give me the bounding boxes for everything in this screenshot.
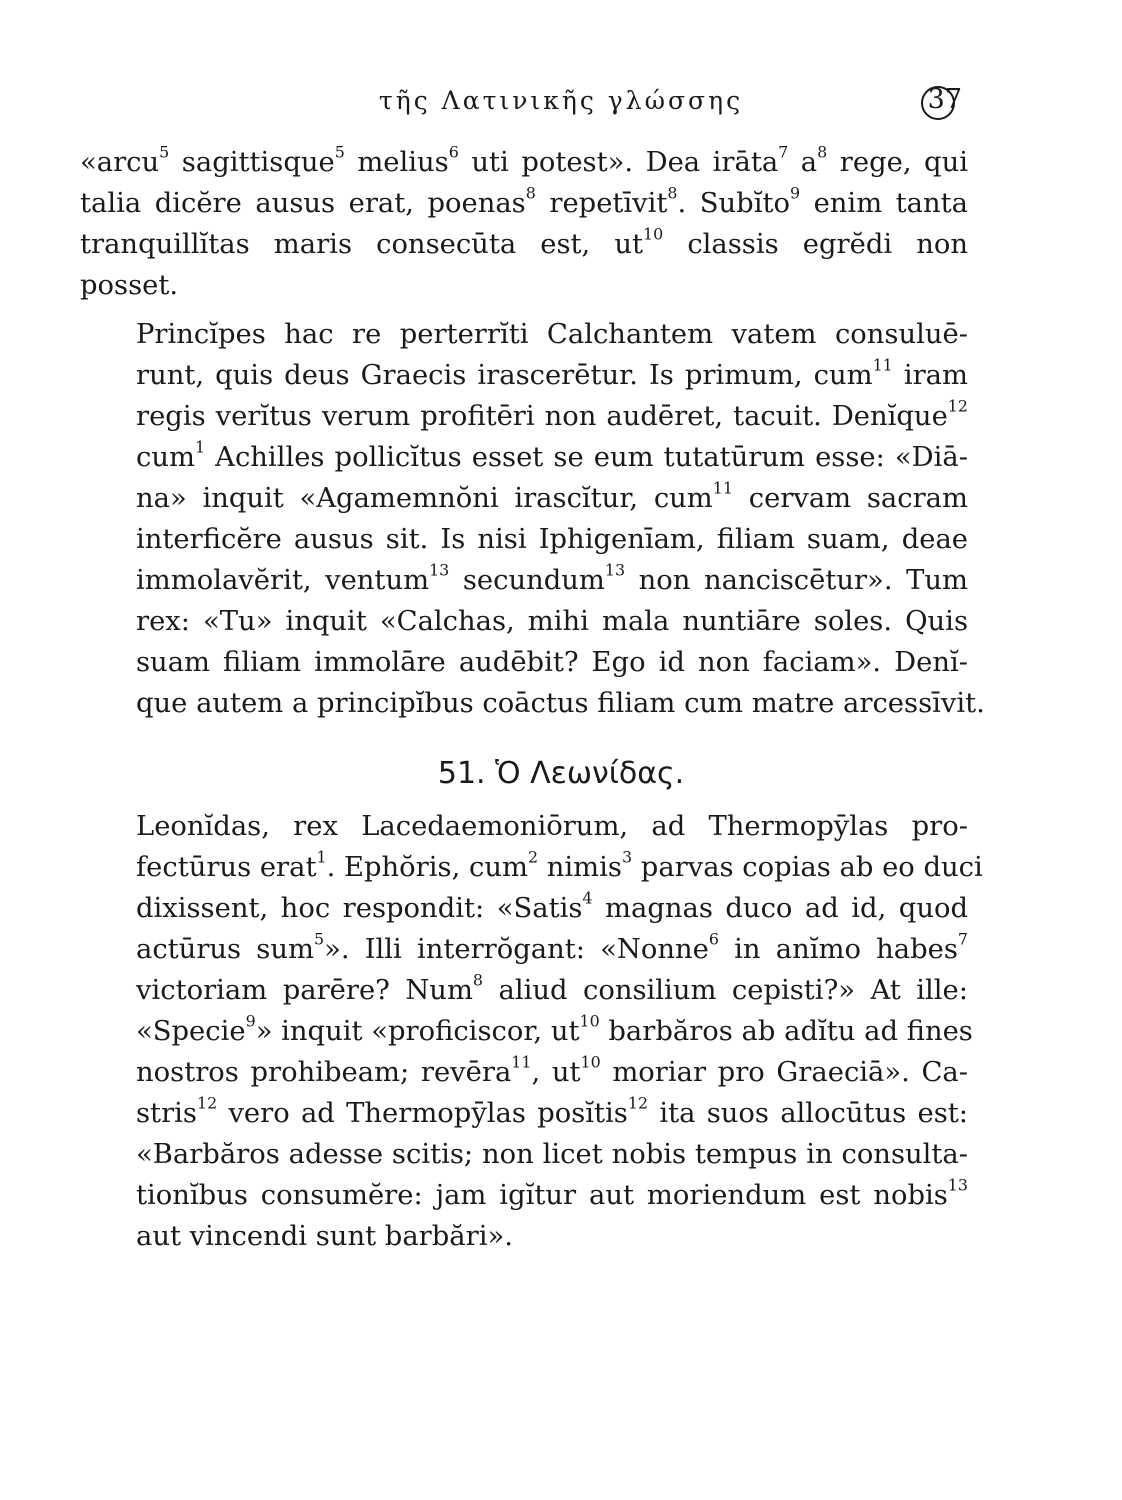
text-line <box>80 314 968 355</box>
text-run: nimis <box>538 852 622 883</box>
footnote-ref: 6 <box>448 142 459 162</box>
paragraph <box>80 314 985 724</box>
footnote-ref: 12 <box>947 396 968 416</box>
text-run: ». Illi interrŏgant: «Nonne <box>324 934 709 965</box>
page-number-circle-mark <box>921 86 955 120</box>
page-number <box>928 84 962 115</box>
text-run: in anĭmo habes <box>719 934 958 965</box>
text-line <box>80 560 968 601</box>
text-line <box>80 601 968 642</box>
text-run: Leonĭdas, rex Lacedaemoniōrum, ad Thermopȳlas pro- <box>136 811 968 842</box>
paragraph <box>80 142 968 306</box>
footnote-ref: 11 <box>712 478 733 498</box>
text-run: Achilles pollicĭtus esset se eum tutatūrum esse: «Diā- <box>205 442 968 473</box>
page-number-text: 37 <box>927 84 962 115</box>
paragraph-3 <box>80 806 983 1257</box>
text-run: . Ephŏris, cum <box>326 852 528 883</box>
footnote-ref: 7 <box>778 142 789 162</box>
text-line <box>80 1175 968 1216</box>
text-run: ita suos allocūtus est: <box>648 1098 968 1129</box>
text-run: cum <box>136 442 195 473</box>
text-run: posset. <box>80 270 179 301</box>
footnote-ref: 9 <box>789 183 801 203</box>
text-run: parvas copias ab eo duci <box>632 852 983 883</box>
text-line <box>80 519 968 560</box>
footnote-ref: 12 <box>627 1093 649 1113</box>
text-run: classis egrĕdi non <box>663 229 969 260</box>
text-line <box>80 1093 968 1134</box>
text-run: aliud consilium cepisti?» At ille: <box>483 975 968 1006</box>
text-run: runt, quis deus Graecis irascerētur. Is primum, cum <box>136 360 873 391</box>
text-line <box>80 224 968 265</box>
text-line <box>80 1052 968 1093</box>
text-run: , ut <box>531 1057 581 1088</box>
text-line <box>80 478 968 519</box>
text-run: stris <box>136 1098 197 1129</box>
footnote-ref: 8 <box>817 142 828 162</box>
footnote-ref: 4 <box>582 888 593 908</box>
text-run: rege, qui <box>827 147 968 178</box>
paragraph <box>80 806 983 1257</box>
footnote-ref: 13 <box>604 560 626 580</box>
text-run: «Barbăros adesse scitis; non licet nobis tempus in consulta- <box>136 1139 968 1170</box>
text-run: que autem a principĭbus coāctus filiam cum matre arcessīvit. <box>136 688 985 719</box>
text-run: aut vincendi sunt barbări». <box>136 1221 513 1252</box>
text-line <box>80 847 983 888</box>
footnote-ref: 5 <box>159 142 170 162</box>
text-run: a <box>788 147 818 178</box>
text-run: Princĭpes hac re perterrĭti Calchantem vatem consuluē- <box>136 319 968 350</box>
footnote-ref: 6 <box>708 929 719 949</box>
text-run: actūrus sum <box>136 934 314 965</box>
footnote-ref: 10 <box>643 224 664 244</box>
footnote-ref: 10 <box>579 1011 600 1031</box>
footnote-ref: 13 <box>947 1175 968 1195</box>
text-run: moriar pro Graeciā». Ca- <box>600 1057 969 1088</box>
text-run: regis verĭtus verum profitēri non audēret, tacuit. Denĭque <box>136 401 948 432</box>
text-run: iram <box>892 360 968 391</box>
text-run: nostros prohibeam; revēra <box>136 1057 512 1088</box>
footnote-ref: 11 <box>511 1052 532 1072</box>
text-run: magnas duco ad id, quod <box>592 893 968 924</box>
page-header <box>0 86 1122 126</box>
footnote-ref: 8 <box>472 970 484 990</box>
text-run: enim tanta <box>800 188 968 219</box>
footnote-ref: 5 <box>334 142 345 162</box>
text-line <box>80 1216 968 1257</box>
text-run: barbăros ab adĭtu ad fines <box>599 1016 973 1047</box>
footnote-ref: 5 <box>313 929 325 949</box>
text-run: cervam sacram <box>733 483 968 514</box>
text-line <box>80 970 968 1011</box>
text-run: immolavĕrit, ventum <box>136 565 430 596</box>
text-run: secundum <box>449 565 605 596</box>
footnote-ref: 1 <box>194 437 206 457</box>
footnote-ref: 1 <box>316 847 327 867</box>
text-line <box>80 1134 968 1175</box>
section-heading: 51. Ὁ Λεωνίδας. <box>437 756 685 791</box>
text-line <box>80 1011 973 1052</box>
footnote-ref: 13 <box>429 560 450 580</box>
text-line <box>80 642 968 683</box>
text-run: «arcu <box>80 147 160 178</box>
text-line <box>80 929 968 970</box>
text-line <box>80 265 968 306</box>
text-line <box>80 888 968 929</box>
text-run: interficĕre ausus sit. Is nisi Iphigenīam, filiam suam, deae <box>136 524 968 555</box>
paragraph-2 <box>80 314 985 724</box>
text-run: rex: «Tu» inquit «Calchas, mihi mala nuntiāre soles. Quis <box>136 606 968 637</box>
text-run: sagittisque <box>169 147 335 178</box>
text-run: tranquillĭtas maris consecūta est, ut <box>80 229 644 260</box>
text-run: repetīvit <box>535 188 668 219</box>
text-line <box>80 683 985 724</box>
footnote-ref: 11 <box>872 355 893 375</box>
text-line <box>80 806 968 847</box>
footnote-ref: 8 <box>667 183 678 203</box>
text-run: melius <box>344 147 449 178</box>
footnote-ref: 12 <box>196 1093 218 1113</box>
text-line <box>80 183 968 224</box>
text-run: » inquit «proficiscor, ut <box>255 1016 580 1047</box>
text-run: non nanciscētur». Tum <box>625 565 968 596</box>
footnote-ref: 10 <box>580 1052 601 1072</box>
footnote-ref: 8 <box>525 183 536 203</box>
running-title: τῆς Λατινικῆς γλώσσης <box>378 86 744 115</box>
text-run: tionĭbus consumĕre: jam igĭtur aut moriendum est nobis <box>136 1180 948 1211</box>
text-run: na» inquit «Agamemnŏni irascĭtur, cum <box>136 483 713 514</box>
text-line <box>80 396 968 437</box>
footnote-ref: 3 <box>621 847 633 867</box>
text-run: fectūrus erat <box>136 852 317 883</box>
text-run: «Specie <box>136 1016 246 1047</box>
text-run: dixissent, hoc respondit: «Satis <box>136 893 583 924</box>
text-line <box>80 355 968 396</box>
text-run: . Subĭto <box>677 188 790 219</box>
text-run: vero ad Thermopȳlas posĭtis <box>217 1098 628 1129</box>
text-run: victoriam parēre? Num <box>136 975 473 1006</box>
text-run: suam filiam immolāre audēbit? Ego id non faciam». Denĭ- <box>136 647 968 678</box>
text-run: uti potest». Dea irāta <box>458 147 779 178</box>
footnote-ref: 9 <box>245 1011 256 1031</box>
text-line <box>80 437 968 478</box>
text-line <box>80 142 968 183</box>
footnote-ref: 7 <box>957 929 968 949</box>
text-run: talia dicĕre ausus erat, poenas <box>80 188 526 219</box>
paragraph-1 <box>80 142 968 306</box>
footnote-ref: 2 <box>527 847 539 867</box>
